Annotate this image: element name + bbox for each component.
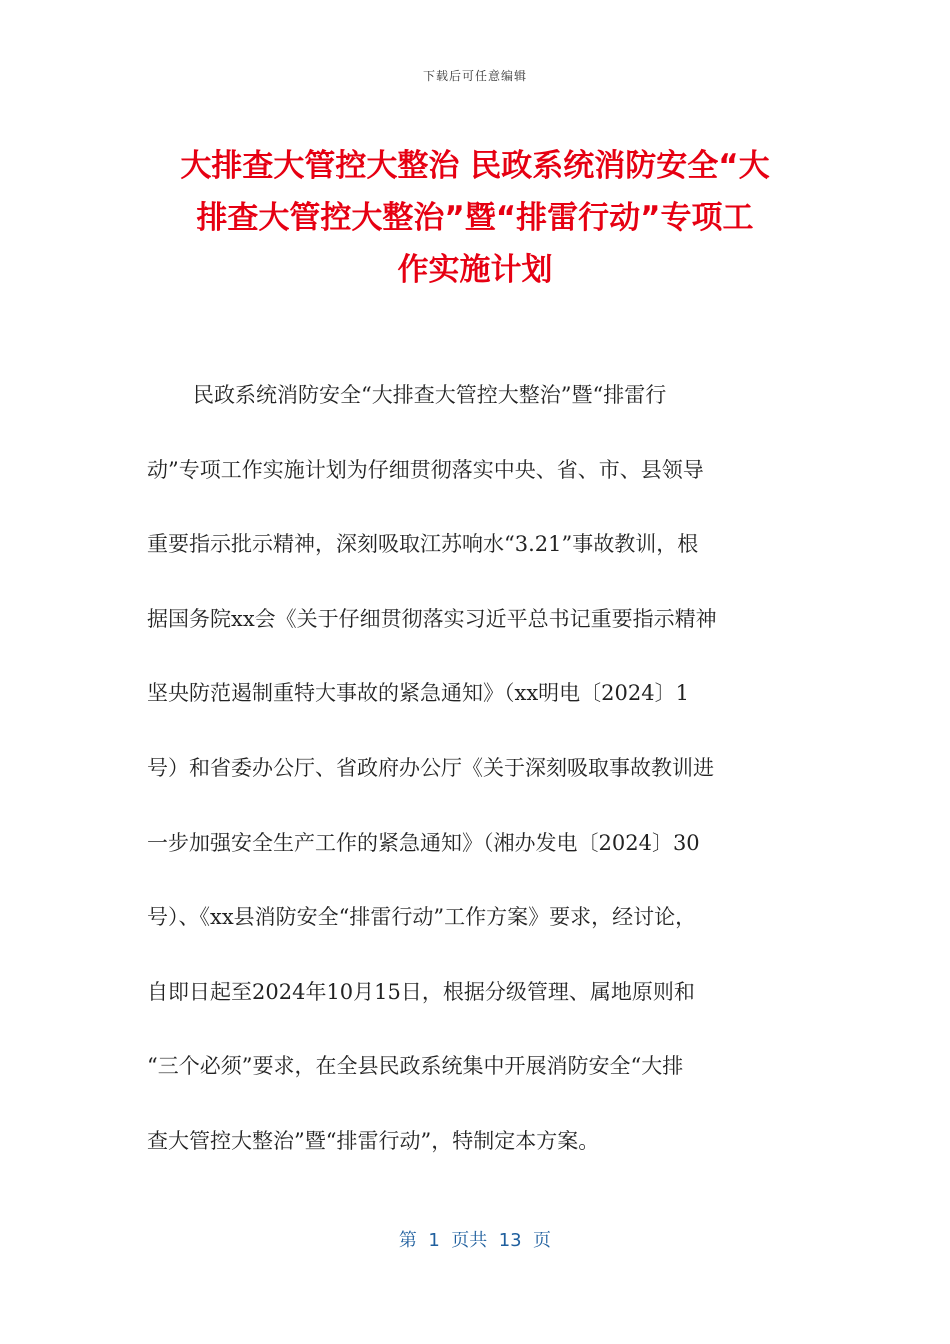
header-note: 下载后可任意编辑 [422,69,527,83]
body-line: 据国务院xx会《关于仔细贯彻落实习近平总书记重要指示精神 [147,606,717,631]
body-line: 查大管控大整治”暨“排雷行动”，特制定本方案。 [147,1128,600,1153]
title-line: 排查大管控大整治”暨“排雷行动”专项工 [196,200,754,236]
title-line: 作实施计划 [397,252,553,288]
body-line: 自即日起至2024年10月15日，根据分级管理、属地原则和 [147,979,695,1004]
body-line: 重要指示批示精神，深刻吸取江苏响水“3.21”事故教训，根 [147,532,699,557]
body-paragraph [147,358,807,1179]
title-line: 大排查大管控大整治 民政系统消防安全“大 [180,148,770,184]
document-title [130,140,820,296]
body-line: 一步加强安全生产工作的紧急通知》（湘办发电〔2024〕30 [147,830,700,855]
body-line: 坚央防范遏制重特大事故的紧急通知》（xx明电〔2024〕1 [147,681,689,706]
body-line: 民政系统消防安全“大排查大管控大整治”暨“排雷行 [193,383,667,407]
body-line: 动”专项工作实施计划为仔细贯彻落实中央、省、市、县领导 [147,457,704,482]
page-number-footer: 第 1 页共 13 页 [398,1230,552,1251]
body-line: 号）、《xx县消防安全“排雷行动”工作方案》要求，经讨论， [147,905,697,930]
body-line: “三个必须”要求，在全县民政系统集中开展消防安全“大排 [147,1054,684,1079]
body-line: 号）和省委办公厅、省政府办公厅《关于深刻吸取事故教训进 [147,755,714,780]
